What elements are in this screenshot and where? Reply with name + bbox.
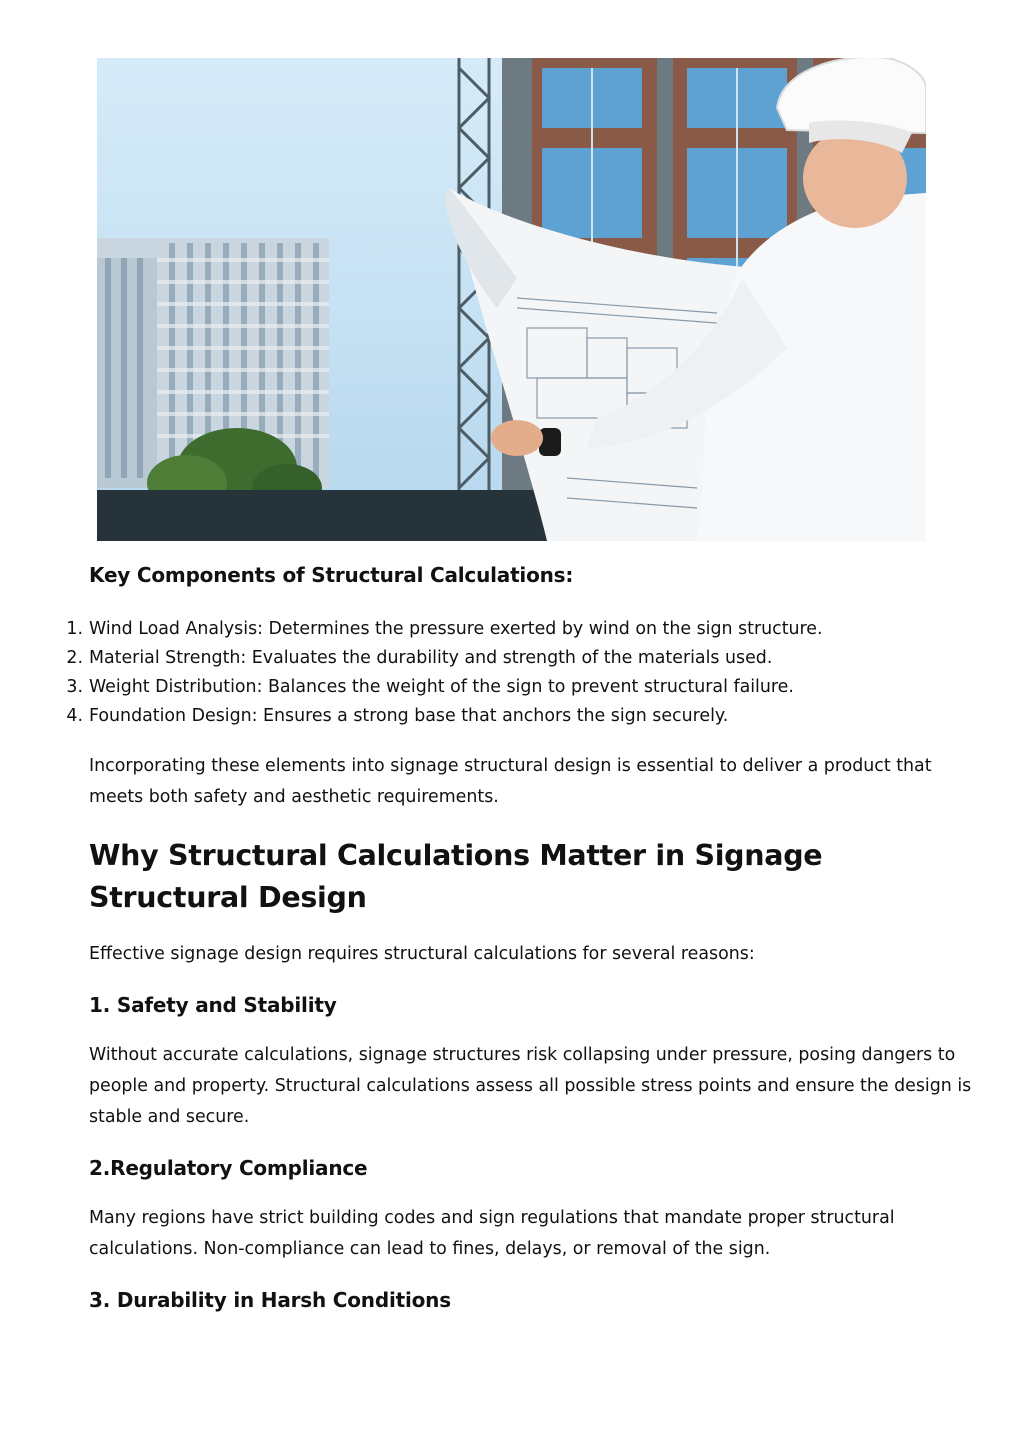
- reason-heading-compliance: 2.Regulatory Compliance: [89, 1156, 368, 1180]
- list-item: 2. Material Strength: Evaluates the durability and strength of the materials used.: [66, 648, 773, 668]
- reason-heading-durability: 3. Durability in Harsh Conditions: [89, 1288, 451, 1312]
- list-item: 1. Wind Load Analysis: Determines the pressure exerted by wind on the sign structure.: [66, 619, 823, 639]
- list-item: 4. Foundation Design: Ensures a strong base that anchors the sign securely.: [66, 706, 729, 726]
- key-components-list: [66, 615, 979, 731]
- components-paragraph: Incorporating these elements into signage structural design is essential to deliver a product that meets both safety and aesthetic requirements.: [89, 756, 932, 807]
- engineer-holding-blueprint-photo: [97, 58, 926, 541]
- why-section-heading: Why Structural Calculations Matter in Signage Structural Design: [89, 839, 823, 914]
- article-content: [66, 558, 979, 1313]
- list-item: 3. Weight Distribution: Balances the weight of the sign to prevent structural failure.: [66, 677, 794, 697]
- hero-image: [97, 58, 926, 541]
- reason-text-compliance: Many regions have strict building codes and sign regulations that mandate proper structural calculations. Non-compliance can lead to fines, delays, or removal of the sign.: [89, 1208, 895, 1259]
- why-section-intro: Effective signage design requires structural calculations for several reasons:: [89, 944, 755, 964]
- reason-text-safety: Without accurate calculations, signage structures risk collapsing under pressure, posing dangers to people and property. Structural calculations assess all possible stress points and ensure the design is stable and secure.: [89, 1045, 972, 1127]
- reason-heading-safety: 1. Safety and Stability: [89, 993, 337, 1017]
- key-components-heading: Key Components of Structural Calculations:: [89, 563, 574, 587]
